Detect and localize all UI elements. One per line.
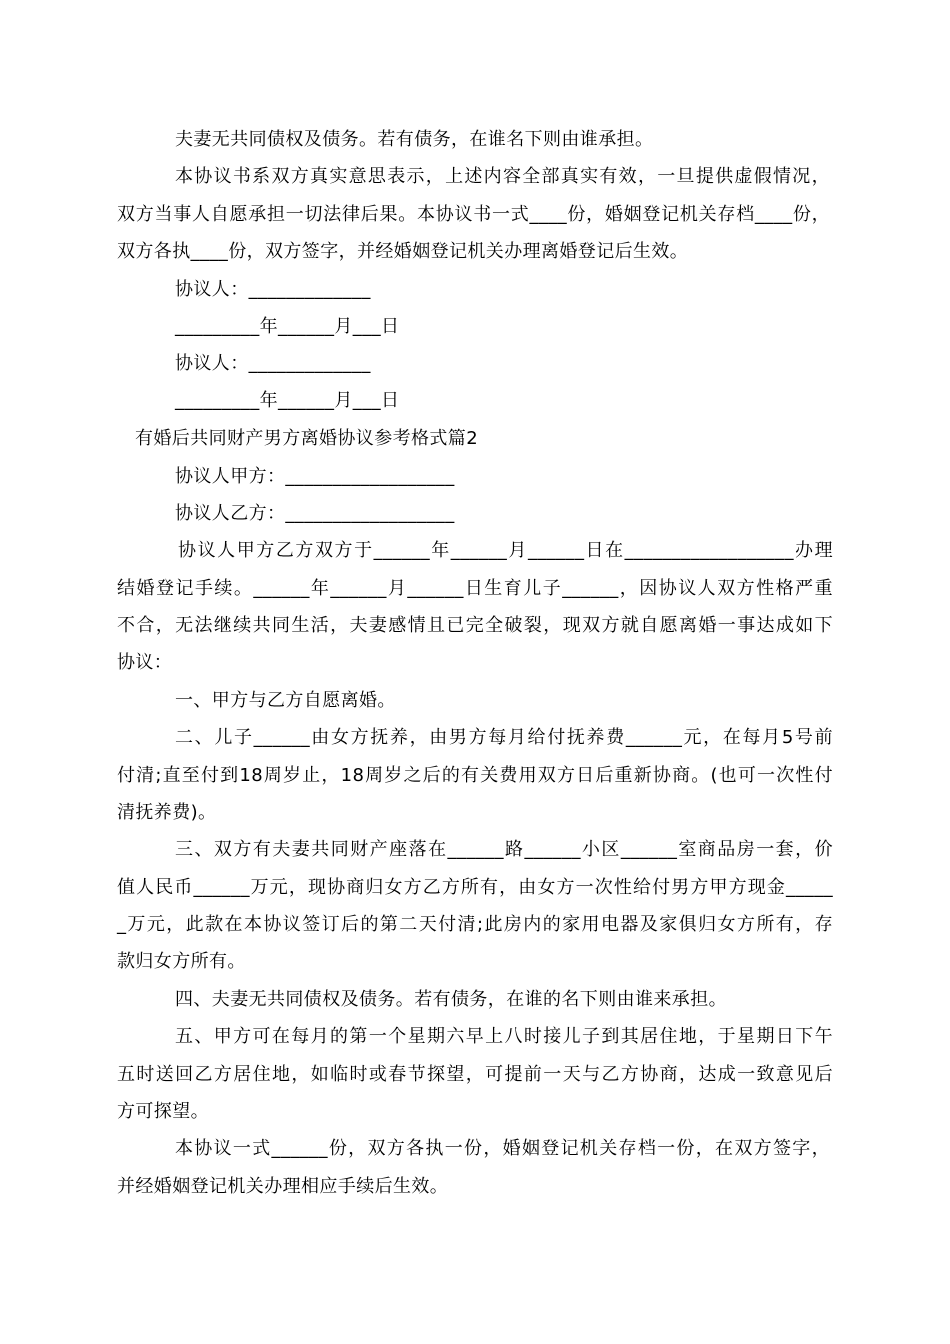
paragraph-line: 结婚登记手续。______年______月______日生育儿子______，因协议人双方性格严重 [117,578,833,599]
section-title: 有婚后共同财产男方离婚协议参考格式篇2 [135,428,479,449]
clause-line: 清抚养费)。 [117,802,217,823]
clause-line: _万元，此款在本协议签订后的第二天付清;此房内的家用电器及家俱归女方所有，存 [117,914,833,935]
date-line: _________年______月___日 [175,316,400,337]
paragraph-line: 本协议一式______份，双方各执一份，婚姻登记机关存档一份，在双方签字， [175,1138,830,1159]
clause-line: 四、夫妻无共同债权及债务。若有债务，在谁的名下则由谁来承担。 [175,989,727,1010]
paragraph-line: 不合，无法继续共同生活，夫妻感情且已完全破裂，现双方就自愿离婚一事达成如下 [117,615,833,636]
clause-line: 一、甲方与乙方自愿离婚。 [175,690,396,711]
signature-line: 协议人：_____________ [175,353,371,374]
paragraph-line: 双方各执____份，双方签字，并经婚姻登记机关办理离婚登记后生效。 [117,241,689,262]
date-line: _________年______月___日 [175,390,400,411]
party-line: 协议人甲方：__________________ [175,466,455,487]
clause-line: 三、双方有夫妻共同财产座落在______路______小区______室商品房一套，价 [175,839,833,860]
clause-line: 二、儿子______由女方抚养，由男方每月给付抚养费______元，在每月5号前 [175,727,833,748]
party-line: 协议人乙方：__________________ [175,503,455,524]
paragraph-line: 夫妻无共同债权及债务。若有债务，在谁名下则由谁承担。 [175,129,654,150]
clause-line: 方可探望。 [117,1101,209,1122]
clause-line: 值人民币______万元，现协商归女方乙方所有，由女方一次性给付男方甲方现金_____ [117,877,833,898]
clause-line: 五时送回乙方居住地，如临时或春节探望，可提前一天与乙方协商，达成一致意见后 [117,1064,833,1085]
paragraph-line: 本协议书系双方真实意思表示，上述内容全部真实有效，一旦提供虚假情况， [175,166,830,187]
clause-line: 付清;直至付到18周岁止，18周岁之后的有关费用双方日后重新协商。(也可一次性付 [117,765,833,786]
signature-line: 协议人：_____________ [175,279,371,300]
clause-line: 五、甲方可在每月的第一个星期六早上八时接儿子到其居住地，于星期日下午 [175,1026,833,1047]
paragraph-line: 双方当事人自愿承担一切法律后果。本协议书一式____份，婚姻登记机关存档____份， [117,204,830,225]
paragraph-line: 并经婚姻登记机关办理相应手续后生效。 [117,1176,449,1197]
paragraph-line: 协议人甲方乙方双方于______年______月______日在__________________办理 [178,540,833,561]
paragraph-line: 协议： [117,652,173,673]
clause-line: 款归女方所有。 [117,951,246,972]
